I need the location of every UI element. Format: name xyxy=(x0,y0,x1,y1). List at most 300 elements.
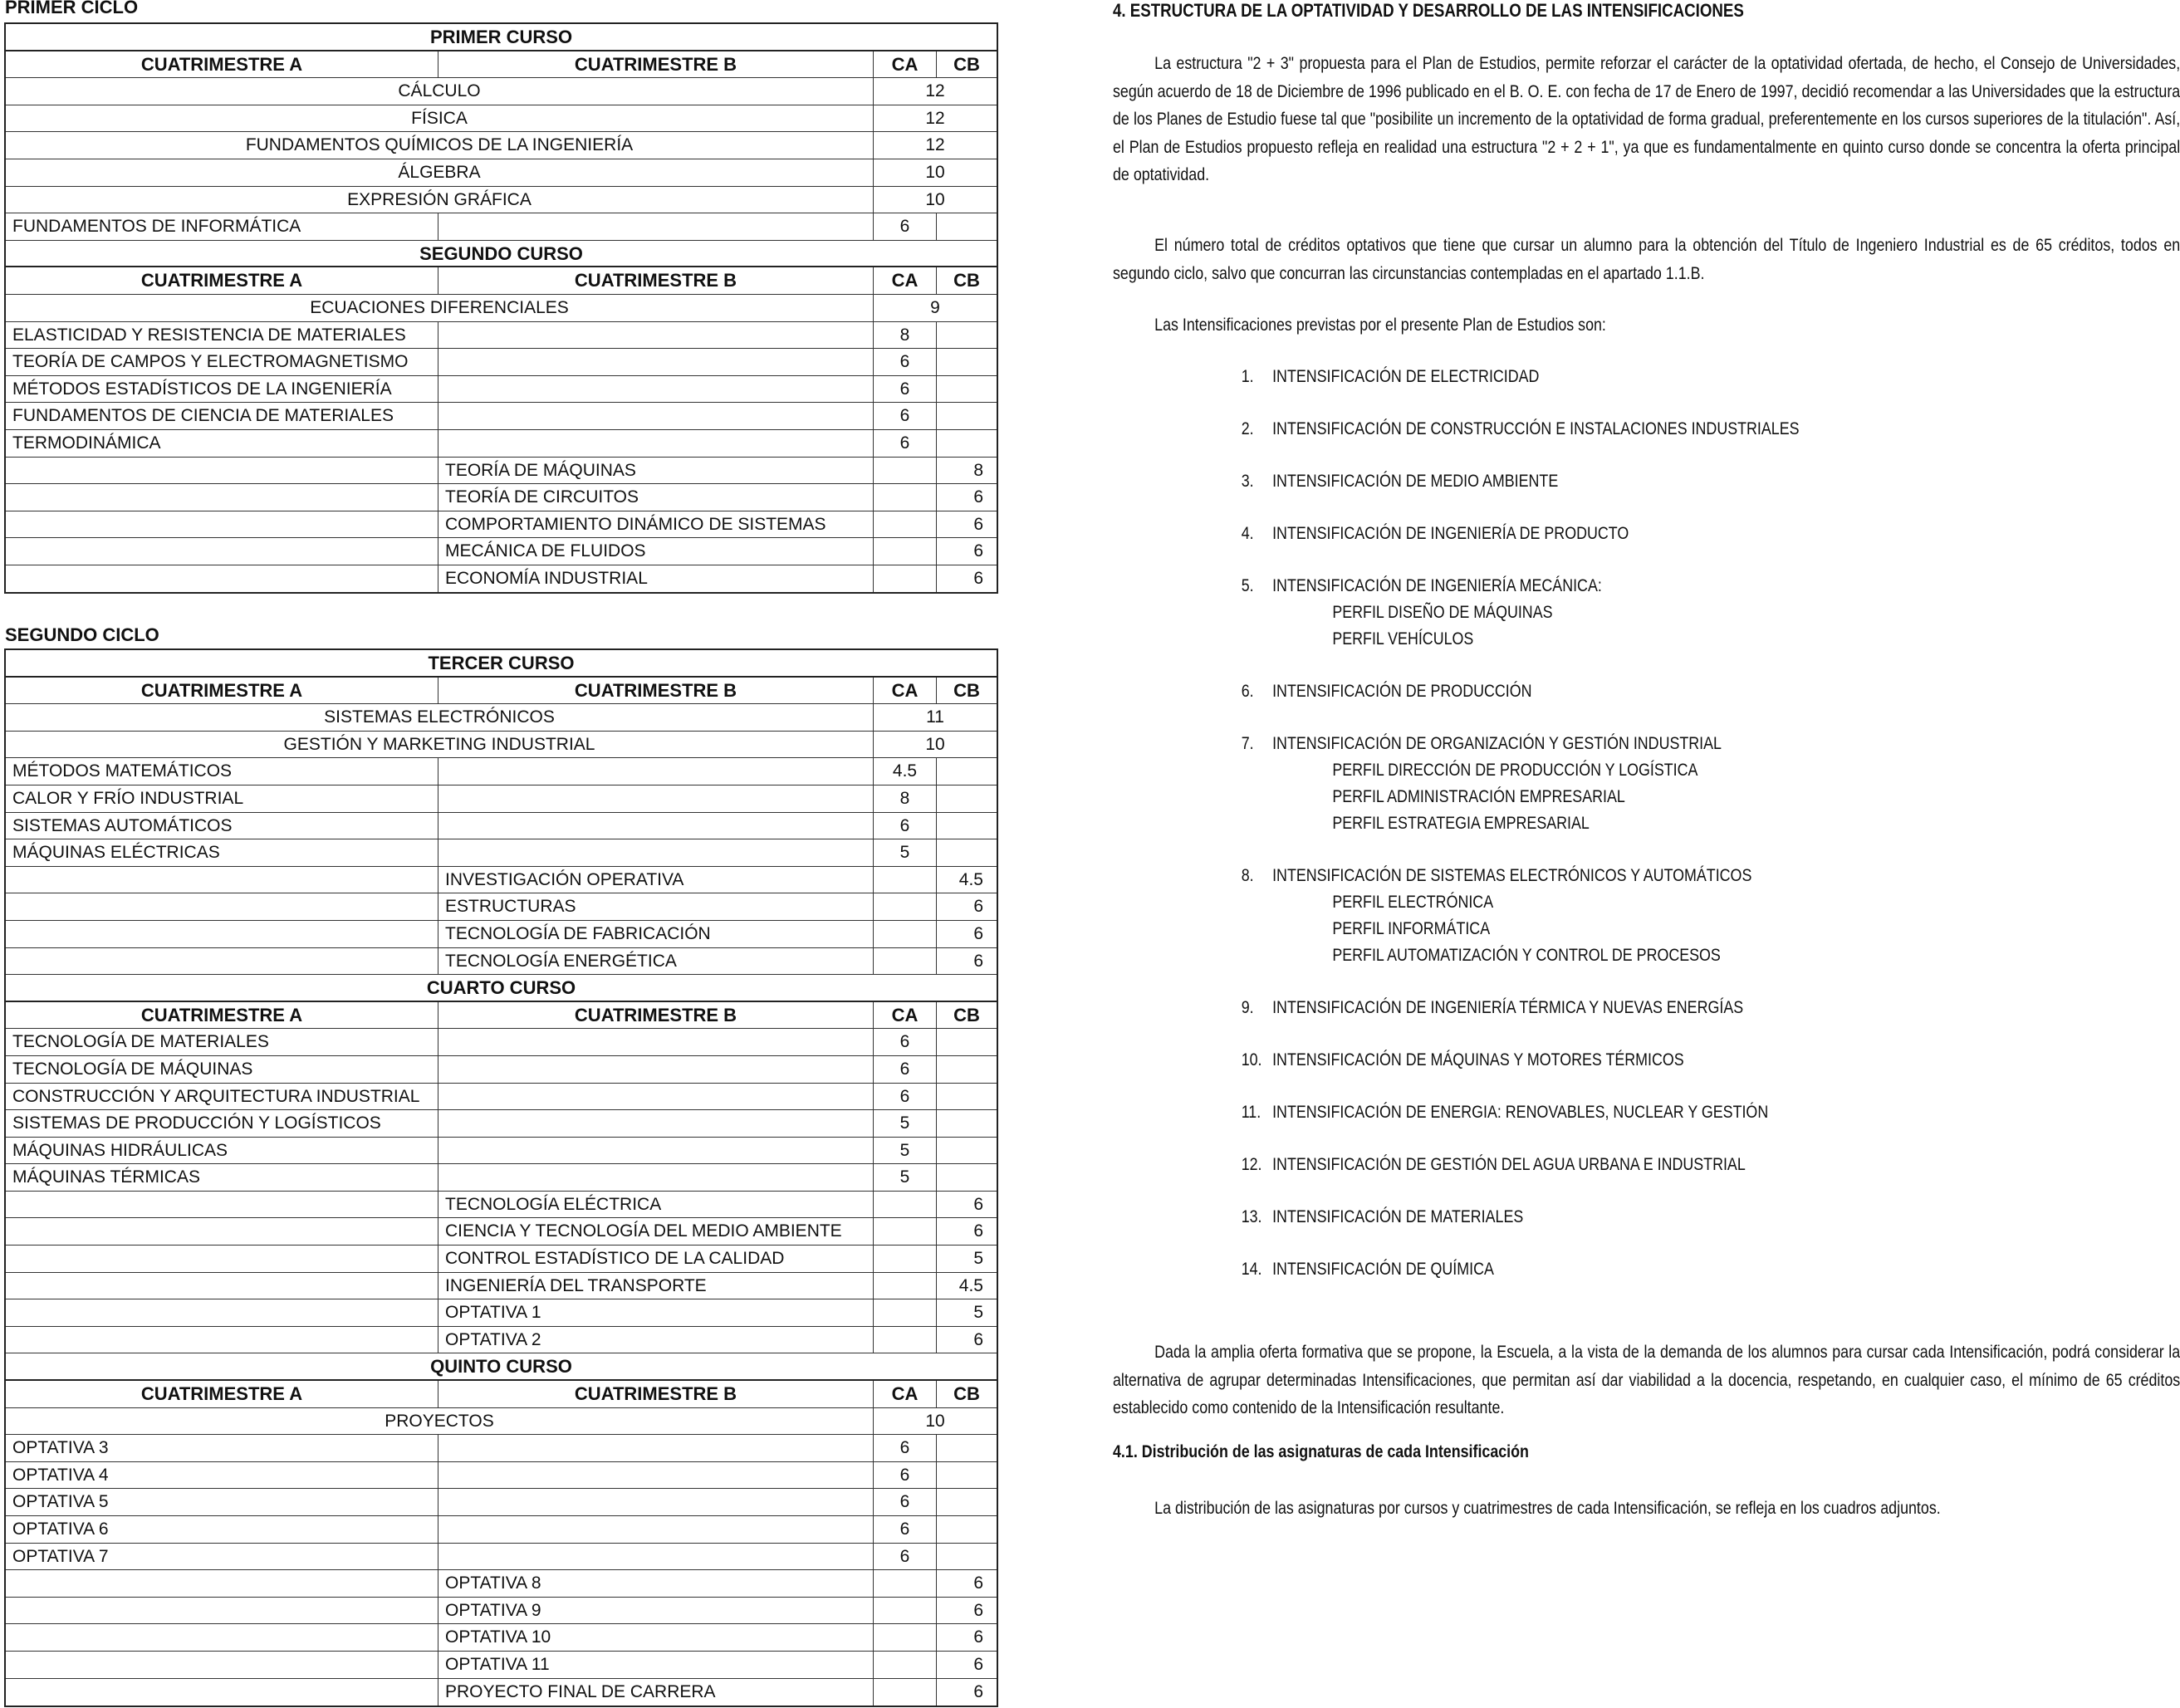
credits-ca: 6 xyxy=(874,1056,937,1083)
segundo-ciclo-table xyxy=(4,648,998,1707)
table-row xyxy=(6,1138,997,1165)
subject-name: EXPRESIÓN GRÁFICA xyxy=(6,187,874,213)
perfil-item: PERFIL VEHÍCULOS xyxy=(1332,629,1474,648)
course-title: QUINTO CURSO xyxy=(430,1356,572,1378)
course-title: SEGUNDO CURSO xyxy=(419,242,583,264)
course-header xyxy=(6,241,997,268)
subject-name-b: TEORÍA DE CIRCUITOS xyxy=(438,484,874,511)
credits-ca xyxy=(874,1327,937,1353)
credits: 9 xyxy=(930,297,940,317)
subject-name-a xyxy=(6,458,438,484)
item-number xyxy=(1113,1152,1272,1178)
column-header-ca: CA xyxy=(874,51,937,78)
item-number-text: 3. xyxy=(1241,472,1254,491)
credits-ca: 4.5 xyxy=(874,758,937,785)
item-label: INTENSIFICACIÓN DE CONSTRUCCIÓN E INSTALACIONES INDUSTRIALES xyxy=(1272,419,1800,438)
credits-cb xyxy=(937,376,997,403)
table-row xyxy=(6,1489,997,1516)
column-header-cb: CB xyxy=(953,1004,980,1025)
credits-cb xyxy=(937,758,997,785)
subject-name-b xyxy=(438,1084,874,1110)
subject-name-b: CIENCIA Y TECNOLOGÍA DEL MEDIO AMBIENTE xyxy=(438,1218,874,1245)
table-row xyxy=(6,1570,997,1598)
subject-name-b: OPTATIVA 10 xyxy=(438,1624,874,1651)
table-row xyxy=(6,349,997,376)
item-label: INTENSIFICACIÓN DE SISTEMAS ELECTRÓNICOS Y AUTOMÁTICOS xyxy=(1272,866,1752,885)
subject-name-a: ELASTICIDAD Y RESISTENCIA DE MATERIALES xyxy=(6,322,438,349)
subject-name-b xyxy=(438,1489,874,1515)
credits-ca: 5 xyxy=(874,1164,937,1191)
subject-name-a xyxy=(6,1273,438,1299)
item-number xyxy=(1113,416,1272,443)
credits-cb xyxy=(937,1029,997,1055)
credits-cb xyxy=(937,1164,997,1191)
column-header-ca: CA xyxy=(874,1002,937,1029)
credits-cb xyxy=(937,1544,997,1570)
subject-name-a: TEORÍA DE CAMPOS Y ELECTROMAGNETISMO xyxy=(6,349,438,375)
item-number-text: 7. xyxy=(1241,734,1254,753)
table-row xyxy=(6,105,997,133)
subject-name-a: OPTATIVA 6 xyxy=(6,1516,438,1543)
subject-name-b: CONTROL ESTADÍSTICO DE LA CALIDAD xyxy=(438,1246,874,1272)
credits-cb: 6 xyxy=(973,1329,983,1349)
credits-ca xyxy=(874,1246,937,1272)
subject-name-a xyxy=(6,1218,438,1245)
subject-name-b: COMPORTAMIENTO DINÁMICO DE SISTEMAS xyxy=(438,511,874,538)
subject-name-a: TERMODINÁMICA xyxy=(6,430,438,457)
column-header-b: CUATRIMESTRE B xyxy=(438,678,874,704)
column-header-cb: CB xyxy=(953,53,980,75)
subject-name-a xyxy=(6,1570,438,1597)
table-row xyxy=(6,78,997,105)
table-row xyxy=(6,132,997,159)
item-number-text: 11. xyxy=(1241,1103,1261,1122)
credits-ca xyxy=(874,1679,937,1706)
credits-cb: 6 xyxy=(973,1681,983,1701)
item-number-text: 1. xyxy=(1241,367,1254,386)
subject-name-a: FUNDAMENTOS DE INFORMÁTICA xyxy=(6,213,438,240)
table-row xyxy=(6,1299,997,1327)
credits-cb xyxy=(937,1110,997,1137)
subject-name-b: OPTATIVA 8 xyxy=(438,1570,874,1597)
credits-ca xyxy=(874,1570,937,1597)
item-number xyxy=(1113,1256,1272,1283)
credits-cb: 4.5 xyxy=(958,1275,983,1295)
subject-name-b xyxy=(438,376,874,403)
credits-ca xyxy=(874,893,937,920)
table-row xyxy=(6,839,997,867)
subject-name-a: SISTEMAS DE PRODUCCIÓN Y LOGÍSTICOS xyxy=(6,1110,438,1137)
credits-cb xyxy=(937,403,997,429)
subject-name-a xyxy=(6,1679,438,1706)
column-header-a: CUATRIMESTRE A xyxy=(6,1002,438,1029)
table-row xyxy=(6,187,997,214)
table-row xyxy=(6,403,997,430)
subject-name-b xyxy=(438,1462,874,1489)
subject-name-b xyxy=(438,758,874,785)
subject-name-b: OPTATIVA 11 xyxy=(438,1652,874,1678)
subject-name-a: CONSTRUCCIÓN Y ARQUITECTURA INDUSTRIAL xyxy=(6,1084,438,1110)
credits-cb: 6 xyxy=(973,514,983,534)
credits-ca: 5 xyxy=(874,1138,937,1164)
credits: 10 xyxy=(925,734,945,754)
subject-name-b: ECONOMÍA INDUSTRIAL xyxy=(438,565,874,593)
subject-name-a: TECNOLOGÍA DE MÁQUINAS xyxy=(6,1056,438,1083)
column-header-a: CUATRIMESTRE A xyxy=(6,678,438,704)
subject-name-b xyxy=(438,403,874,429)
table-row xyxy=(6,813,997,840)
credits-cb xyxy=(937,213,997,240)
table-row xyxy=(6,1110,997,1138)
subject-name-b xyxy=(438,1110,874,1137)
subject-name-b: TECNOLOGÍA ENERGÉTICA xyxy=(438,948,874,975)
intensificacion-item xyxy=(1113,468,2180,495)
ciclo-title: PRIMER CICLO xyxy=(5,0,139,17)
credits-cb: 5 xyxy=(973,1249,983,1269)
subject-name-b xyxy=(438,322,874,349)
table-row xyxy=(6,1218,997,1246)
subject-name-b xyxy=(438,1056,874,1083)
item-number-text: 2. xyxy=(1241,419,1254,438)
credits-cb xyxy=(937,813,997,839)
perfil-item: PERFIL DISEÑO DE MÁQUINAS xyxy=(1332,603,1553,622)
item-label: INTENSIFICACIÓN DE ORGANIZACIÓN Y GESTIÓN INDUSTRIAL xyxy=(1272,734,1722,753)
column-header-b: CUATRIMESTRE B xyxy=(438,1381,874,1407)
subject-name-a xyxy=(6,565,438,593)
table-row xyxy=(6,376,997,404)
subject-name-a xyxy=(6,1299,438,1326)
table-row xyxy=(6,213,997,241)
column-header-a: CUATRIMESTRE A xyxy=(6,51,438,78)
credits-ca xyxy=(874,511,937,538)
credits-cb xyxy=(937,1462,997,1489)
credits-ca xyxy=(874,1192,937,1218)
credits-cb xyxy=(937,322,997,349)
credits-ca: 6 xyxy=(874,403,937,429)
table-row xyxy=(6,511,997,539)
table-row xyxy=(6,1164,997,1192)
credits-cb: 6 xyxy=(973,1654,983,1674)
credits-ca xyxy=(874,867,937,893)
item-label: INTENSIFICACIÓN DE QUÍMICA xyxy=(1272,1260,1494,1279)
column-header-row xyxy=(6,678,997,705)
subject-name-a: OPTATIVA 4 xyxy=(6,1462,438,1489)
perfil-item: PERFIL ESTRATEGIA EMPRESARIAL xyxy=(1332,814,1590,833)
item-number-text: 5. xyxy=(1241,576,1254,595)
table-row xyxy=(6,1679,997,1706)
subject-name: SISTEMAS ELECTRÓNICOS xyxy=(6,704,874,731)
table-row xyxy=(6,1598,997,1625)
subject-name-b xyxy=(438,430,874,457)
item-number xyxy=(1113,678,1272,705)
column-header-cb: CB xyxy=(953,679,980,701)
perfil-item: PERFIL AUTOMATIZACIÓN Y CONTROL DE PROCESOS xyxy=(1332,946,1721,965)
column-header-b: CUATRIMESTRE B xyxy=(438,51,874,78)
credits-cb: 5 xyxy=(973,1303,983,1323)
subject-name-b: MECÁNICA DE FLUIDOS xyxy=(438,538,874,565)
subject-name-b xyxy=(438,1138,874,1164)
item-number-text: 10. xyxy=(1241,1050,1262,1069)
intensificacion-item xyxy=(1113,1256,2180,1283)
credits-cb: 6 xyxy=(973,1600,983,1620)
subject-name: GESTIÓN Y MARKETING INDUSTRIAL xyxy=(6,732,874,758)
course-header xyxy=(6,24,997,51)
item-number-text: 13. xyxy=(1241,1207,1262,1226)
table-row xyxy=(6,921,997,948)
credits-cb: 6 xyxy=(973,1573,983,1593)
paragraph: La estructura "2 + 3" propuesta para el Plan de Estudios, permite reforzar el carácter de la optatividad ofertada, de hecho, el Consejo de Universidades, según acuerdo de 18 de Diciembre de 1996 publicado en el B. O. E. con fecha de 17 de Enero de 1997, decidió recomendar a las Universidades que la estructura de los Planes de Estudio fuese tal que "posibilite un incremento de la optatividad de forma gradual, preferentemente en los cursos superiores de la titulación". Así, el Plan de Estudios propuesto refleja en realidad una estructura "2 + 2 + 1", ya que es fundamentalmente en quinto curso donde se concentra la oferta principal de optatividad. xyxy=(1113,54,2180,184)
item-label: INTENSIFICACIÓN DE ELECTRICIDAD xyxy=(1272,367,1540,386)
subject-name-b xyxy=(438,1435,874,1461)
credits-ca: 6 xyxy=(874,1462,937,1489)
credits-cb: 6 xyxy=(973,568,983,588)
subject-name-b: PROYECTO FINAL DE CARRERA xyxy=(438,1679,874,1706)
credits: 10 xyxy=(925,1411,945,1431)
table-row xyxy=(6,1084,997,1111)
subject-name-b xyxy=(438,213,874,240)
column-header-row xyxy=(6,51,997,79)
item-number-text: 14. xyxy=(1241,1260,1262,1279)
item-number xyxy=(1113,731,1272,757)
subject-name-a xyxy=(6,538,438,565)
credits-cb: 6 xyxy=(973,541,983,561)
table-row xyxy=(6,538,997,565)
column-header-ca: CA xyxy=(874,678,937,704)
intensificacion-item xyxy=(1113,678,2180,705)
intensificacion-item xyxy=(1113,863,2180,969)
subject-name-a xyxy=(6,484,438,511)
subject-name-a xyxy=(6,511,438,538)
subject-name-a xyxy=(6,893,438,920)
credits: 10 xyxy=(925,189,945,209)
subject-name-b xyxy=(438,839,874,866)
table-row xyxy=(6,1435,997,1462)
item-number xyxy=(1113,863,1272,889)
subject-name-a xyxy=(6,1652,438,1678)
subject-name-a xyxy=(6,1246,438,1272)
subject-name-b: OPTATIVA 1 xyxy=(438,1299,874,1326)
credits-ca: 6 xyxy=(874,213,937,240)
table-row xyxy=(6,948,997,976)
table-row xyxy=(6,1273,997,1300)
section-heading: 4. ESTRUCTURA DE LA OPTATIVIDAD Y DESARROLLO DE LAS INTENSIFICACIONES xyxy=(1113,0,1744,21)
column-header-cb: CB xyxy=(953,1383,980,1405)
item-number-text: 6. xyxy=(1241,682,1254,701)
column-header-cb: CB xyxy=(953,270,980,291)
subject-name-a xyxy=(6,867,438,893)
subject-name-a: FUNDAMENTOS DE CIENCIA DE MATERIALES xyxy=(6,403,438,429)
item-number xyxy=(1113,364,1272,390)
item-number-text: 4. xyxy=(1241,524,1254,543)
subject-name-b: INGENIERÍA DEL TRANSPORTE xyxy=(438,1273,874,1299)
credits-cb xyxy=(937,430,997,457)
primer-ciclo-table xyxy=(4,22,998,594)
table-row xyxy=(6,1624,997,1652)
course-title: TERCER CURSO xyxy=(428,653,575,673)
course-title: CUARTO CURSO xyxy=(426,977,576,999)
credits-ca xyxy=(874,1273,937,1299)
subject-name-b: INVESTIGACIÓN OPERATIVA xyxy=(438,867,874,893)
subsection-heading: 4.1. Distribución de las asignaturas de cada Intensificación xyxy=(1113,1442,1529,1461)
subject-name-a xyxy=(6,1624,438,1651)
item-number xyxy=(1113,1204,1272,1231)
subject-name: ÁLGEBRA xyxy=(6,159,874,186)
item-number xyxy=(1113,468,1272,495)
subject-name-b: TECNOLOGÍA DE FABRICACIÓN xyxy=(438,921,874,947)
course-header xyxy=(6,975,997,1002)
table-row xyxy=(6,295,997,322)
credits-cb xyxy=(937,349,997,375)
item-label: INTENSIFICACIÓN DE MÁQUINAS Y MOTORES TÉRMICOS xyxy=(1272,1050,1684,1069)
subject-name-a: MÉTODOS ESTADÍSTICOS DE LA INGENIERÍA xyxy=(6,376,438,403)
intensificacion-item xyxy=(1113,1204,2180,1231)
item-label: INTENSIFICACIÓN DE GESTIÓN DEL AGUA URBANA E INDUSTRIAL xyxy=(1272,1155,1746,1174)
credits-cb: 6 xyxy=(973,487,983,507)
course-header xyxy=(6,650,997,678)
intensificacion-item xyxy=(1113,731,2180,837)
intensificacion-item xyxy=(1113,1047,2180,1074)
credits-cb: 6 xyxy=(973,1627,983,1647)
credits-cb: 6 xyxy=(973,1221,983,1241)
credits-ca: 5 xyxy=(874,1110,937,1137)
credits: 12 xyxy=(925,108,945,128)
table-row xyxy=(6,458,997,485)
item-number-text: 8. xyxy=(1241,866,1254,885)
credits-cb xyxy=(937,1435,997,1461)
subject-name-b: TECNOLOGÍA ELÉCTRICA xyxy=(438,1192,874,1218)
subject-name: CÁLCULO xyxy=(6,78,874,105)
subject-name: PROYECTOS xyxy=(6,1408,874,1435)
table-row xyxy=(6,758,997,785)
table-row xyxy=(6,1246,997,1273)
credits: 12 xyxy=(925,135,945,155)
column-header-row xyxy=(6,1002,997,1030)
intensificacion-item xyxy=(1113,1099,2180,1126)
credits-ca xyxy=(874,1299,937,1326)
credits-cb: 8 xyxy=(973,460,983,480)
credits-ca xyxy=(874,948,937,975)
subject-name-b: OPTATIVA 2 xyxy=(438,1327,874,1353)
credits-ca xyxy=(874,1218,937,1245)
table-row xyxy=(6,1516,997,1544)
item-label: INTENSIFICACIÓN DE MATERIALES xyxy=(1272,1207,1524,1226)
subject-name-a: MÉTODOS MATEMÁTICOS xyxy=(6,758,438,785)
subject-name-b: TEORÍA DE MÁQUINAS xyxy=(438,458,874,484)
subject-name-b xyxy=(438,785,874,812)
credits-cb xyxy=(937,1084,997,1110)
course-header xyxy=(6,1353,997,1381)
item-number-text: 12. xyxy=(1241,1155,1262,1174)
credits-ca: 6 xyxy=(874,1084,937,1110)
subject-name: FUNDAMENTOS QUÍMICOS DE LA INGENIERÍA xyxy=(6,132,874,159)
subject-name-a xyxy=(6,1192,438,1218)
table-row xyxy=(6,704,997,732)
item-label: INTENSIFICACIÓN DE INGENIERÍA MECÁNICA: xyxy=(1272,576,1602,595)
table-row xyxy=(6,1462,997,1490)
credits-cb: 6 xyxy=(973,897,983,917)
table-row xyxy=(6,1544,997,1571)
subject-name-a: OPTATIVA 3 xyxy=(6,1435,438,1461)
credits-ca xyxy=(874,538,937,565)
perfil-item: PERFIL INFORMÁTICA xyxy=(1332,919,1491,938)
subject-name-b xyxy=(438,1516,874,1543)
item-number xyxy=(1113,1047,1272,1074)
subject-name-b xyxy=(438,1164,874,1191)
item-number xyxy=(1113,1099,1272,1126)
table-row xyxy=(6,1056,997,1084)
credits-ca xyxy=(874,921,937,947)
intensificacion-item xyxy=(1113,995,2180,1021)
credits-cb xyxy=(937,1138,997,1164)
credits-ca: 6 xyxy=(874,1544,937,1570)
subject-name-a xyxy=(6,948,438,975)
subject-name-a xyxy=(6,921,438,947)
table-row xyxy=(6,430,997,458)
subject-name-a xyxy=(6,1327,438,1353)
table-row xyxy=(6,1192,997,1219)
credits-ca xyxy=(874,1624,937,1651)
subject-name-b xyxy=(438,1544,874,1570)
paragraph: El número total de créditos optativos que tiene que cursar un alumno para la obtención del Título de Ingeniero Industrial es de 65 créditos, todos en segundo ciclo, salvo que concurran las circunstancias contempladas en el apartado 1.1.B. xyxy=(1113,236,2180,283)
column-header-a: CUATRIMESTRE A xyxy=(6,267,438,294)
subject-name-a: TECNOLOGÍA DE MATERIALES xyxy=(6,1029,438,1055)
credits-cb: 6 xyxy=(973,1194,983,1214)
table-row xyxy=(6,732,997,759)
subject-name-a: OPTATIVA 7 xyxy=(6,1544,438,1570)
credits-ca: 6 xyxy=(874,1516,937,1543)
table-row xyxy=(6,893,997,921)
item-label: INTENSIFICACIÓN DE INGENIERÍA TÉRMICA Y NUEVAS ENERGÍAS xyxy=(1272,998,1744,1017)
credits: 10 xyxy=(925,162,945,182)
item-label: INTENSIFICACIÓN DE ENERGIA: RENOVABLES, NUCLEAR Y GESTIÓN xyxy=(1272,1103,1769,1122)
table-row xyxy=(6,867,997,894)
credits-ca xyxy=(874,565,937,593)
column-header-a: CUATRIMESTRE A xyxy=(6,1381,438,1407)
credits: 11 xyxy=(926,707,944,727)
column-header-row xyxy=(6,1381,997,1408)
credits-cb: 4.5 xyxy=(958,869,983,889)
credits-ca: 6 xyxy=(874,1029,937,1055)
intensificaciones-list xyxy=(1113,364,2180,1309)
course-title: PRIMER CURSO xyxy=(429,27,573,47)
item-label: INTENSIFICACIÓN DE INGENIERÍA DE PRODUCTO xyxy=(1272,524,1629,543)
intensificacion-item xyxy=(1113,1152,2180,1178)
credits-ca: 6 xyxy=(874,376,937,403)
table-row xyxy=(6,1029,997,1056)
column-header-row xyxy=(6,267,997,295)
credits-cb xyxy=(937,1489,997,1515)
intensificacion-item xyxy=(1113,364,2180,390)
item-label: INTENSIFICACIÓN DE MEDIO AMBIENTE xyxy=(1272,472,1559,491)
item-number xyxy=(1113,521,1272,547)
ciclo-title: SEGUNDO CICLO xyxy=(5,624,159,645)
table-row xyxy=(6,159,997,187)
item-number xyxy=(1113,573,1272,600)
column-header-ca: CA xyxy=(874,267,937,294)
credits-cb xyxy=(937,785,997,812)
subject-name-b xyxy=(438,813,874,839)
table-row xyxy=(6,565,997,593)
table-row xyxy=(6,484,997,511)
item-number-text: 9. xyxy=(1241,998,1254,1017)
subject-name-a xyxy=(6,1598,438,1624)
table-row xyxy=(6,1327,997,1354)
subject-name: FÍSICA xyxy=(6,105,874,132)
credits-ca: 8 xyxy=(874,322,937,349)
credits-ca xyxy=(874,458,937,484)
credits-ca: 6 xyxy=(874,1489,937,1515)
credits-ca: 5 xyxy=(874,839,937,866)
